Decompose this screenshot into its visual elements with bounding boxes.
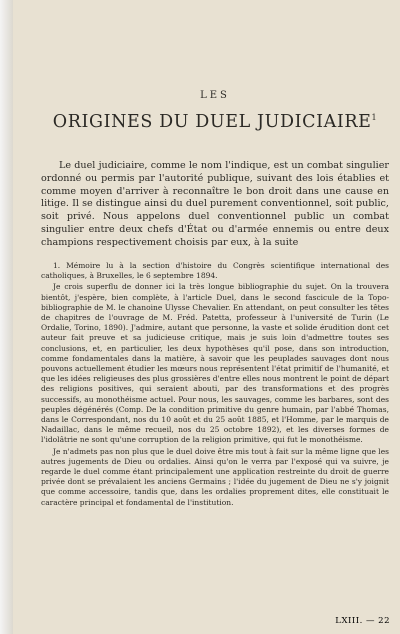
page-gutter bbox=[0, 0, 13, 634]
footnote bbox=[41, 261, 389, 508]
footnote-paragraph-2: Je crois superflu de donner ici la très longue bibliographie du sujet. On la trouvera bientôt, j'espère, bien complète, à l'article Duel, dans le second fascicule de la Topo-bibliographie de M. le chanoine Ulysse Chevalier. En attendant, on peut consulter les têtes de chapitres de l'ouvrage de M. Fréd. Patetta, professeur à l'université de Turin (Le Ordalie, Torino, 1890). J'admire, autant que personne, la vaste et solide érudition dont cet auteur fait preuve et sa judicieuse critique, mais je suis loin d'admettre toutes ses conclusions, et, en particulier, les deux hypothèses qu'il pose, dans son introduction, comme fondamentales dans la matière, à savoir que les peuplades sauvages dont nous pouvons actuellement étudier les mœurs nous représentent l'état primitif de l'humanité, et que les idées religieuses des plus grossières d'entre elles nous montrent le point de départ des religions positives, qui seraient abouti, par des transformations et des progrès successifs, au monothéisme actuel. Pour nous, les sauvages, comme les barbares, sont des peuples dégénérés (Comp. De la condition primitive du genre humain, par l'abbé Thomas, dans le Correspondant, nos du 10 août et du 25 août 1885, et l'Homme, par le marquis de Nadaillac, dans le même recueil, nos du 25 octobre 1892), et les diverses formes de l'idolâtrie ne sont qu'une corruption de la religion primitive, qui fut le monothéisme. bbox=[41, 282, 389, 445]
body-paragraph: Le duel judiciaire, comme le nom l'indique, est un combat singulier ordonné ou permis par l'autorité publique, suivant des lois établies et comme moyen d'arriver à reconnaître le bon droit dans une cause en litige. Il se distingue ainsi du duel purement conventionnel, soit public, soit privé. Nous appelons duel conventionnel public un combat singulier entre deux chefs d'État ou d'armée ennemis ou entre deux champions respectivement choisis par eux, à la suite bbox=[41, 160, 389, 248]
footnote-paragraph-1: 1. Mémoire lu à la section d'histoire du Congrès scientifique international des catholiques, à Bruxelles, le 6 septembre 1894. bbox=[41, 261, 389, 281]
scanned-page bbox=[13, 0, 400, 634]
article-kicker: LES bbox=[200, 90, 230, 101]
title-footnote-marker: 1 bbox=[371, 113, 378, 123]
printer-signature: LXIII. — 22 bbox=[335, 616, 390, 626]
footnote-paragraph-3: Je n'admets pas non plus que le duel doive être mis tout à fait sur la même ligne que les autres jugements de Dieu ou ordalies. Ainsi qu'on le verra par l'exposé qui va suivre, je regarde le duel comme étant principalement une application restreinte du droit de guerre privée dont se prévalaient les anciens Germains ; l'idée du jugement de Dieu ne s'y joignit que comme accessoire, tandis que, dans les ordalies proprement dites, elle constituait le caractère principal et fondamental de l'institution. bbox=[41, 446, 389, 507]
article-title-text: ORIGINES DU DUEL JUDICIAIRE bbox=[52, 112, 372, 132]
article-title bbox=[41, 112, 389, 132]
